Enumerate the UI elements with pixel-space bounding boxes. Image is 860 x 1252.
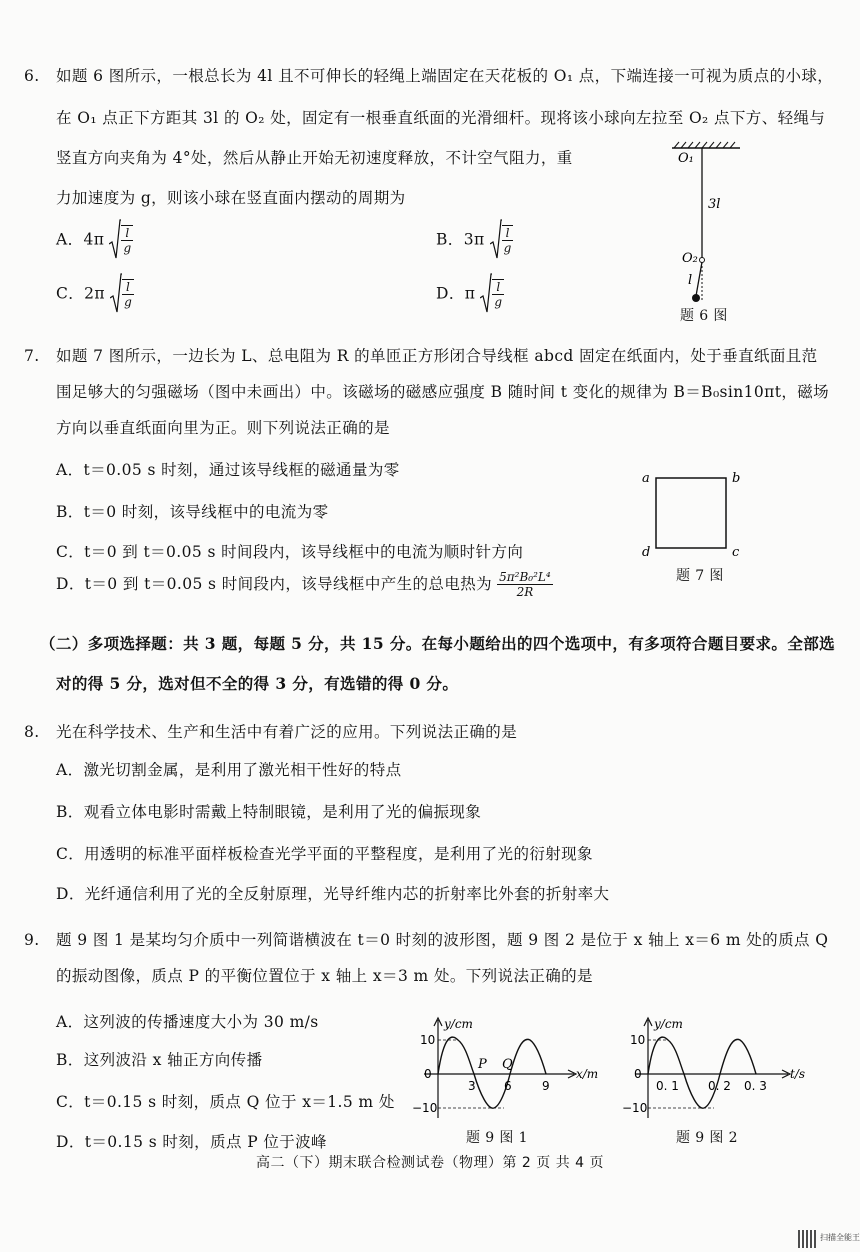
question-7-number: 7. [24,347,40,365]
fraction-numerator: l [502,226,514,241]
x-tick-6: 6 [504,1079,512,1093]
question-9-line-1: 题 9 图 1 是某均匀介质中一列简谐横波在 t＝0 时刻的波形图，题 9 图 2 是位于 x 轴上 x＝6 m 处的质点 Q [56,931,829,949]
question-7-option-b[interactable]: B．t＝0 时刻，该导线框中的电流为零 [56,503,329,521]
fraction-denominator: g [123,241,132,255]
fraction-numerator: l [121,226,133,241]
label-q: Q [502,1057,513,1072]
option-coefficient: 3π [463,230,485,249]
y-axis-label: y/cm [444,1017,473,1031]
sqrt-l-over-g [110,272,134,316]
section-2-heading-line-2: 对的得 5 分，选对但不全的得 3 分，有选错的得 0 分。 [56,674,459,693]
question-9-figure-2-caption: 题 9 图 2 [676,1130,738,1146]
label-p: P [478,1057,487,1072]
question-8-stem: 光在科学技术、生产和生活中有着广泛的应用。下列说法正确的是 [56,723,518,741]
page-footer: 高二（下）期末联合检测试卷（物理）第 2 页 共 4 页 [255,1155,605,1171]
y-tick-0: 0 [634,1067,642,1081]
question-7-line-3: 方向以垂直纸面向里为正。则下列说法正确的是 [56,419,390,437]
question-6-figure [664,138,754,308]
section-2-heading-line-1: （二）多项选择题：共 3 题，每题 5 分，共 15 分。在每小题给出的四个选项中，有多项符合题目要求。全部选 [40,634,836,653]
question-6-option-a[interactable] [56,218,133,262]
y-axis-label: y/cm [654,1017,683,1031]
question-9-option-d[interactable]: D．t＝0.15 s 时刻，质点 P 位于波峰 [56,1133,327,1151]
question-6-line-4: 力加速度为 g，则该小球在竖直面内摆动的周期为 [56,189,406,207]
question-7-option-a[interactable]: A．t＝0.05 s 时刻，通过该导线框的磁通量为零 [56,461,400,479]
question-7-figure-caption: 题 7 图 [676,568,724,584]
label-c: c [732,545,740,560]
question-6-line-1: 如题 6 图所示，一根总长为 4l 且不可伸长的轻绳上端固定在天花板的 O₁ 点，下端连接一可视为质点的小球， [56,67,834,85]
x-axis-label: x/m [576,1067,599,1081]
label-a: a [642,471,650,486]
option-coefficient: 2π [84,284,106,303]
ball [692,294,700,302]
label-d: d [642,545,651,560]
fraction-numerator: l [492,280,504,295]
x-tick-9: 9 [542,1079,550,1093]
question-6-number: 6. [24,67,40,85]
question-9-option-c[interactable]: C．t＝0.15 s 时刻，质点 Q 位于 x＝1.5 m 处 [56,1093,395,1111]
fraction-denominator: g [494,295,503,309]
y-tick-10: 10 [630,1033,646,1047]
rope-lower [696,262,702,296]
option-label: A． [56,230,84,249]
scanner-logo-icon [798,1230,816,1248]
label-o1: O₁ [678,151,694,166]
question-6-option-d[interactable] [436,272,504,316]
question-7-line-1: 如题 7 图所示，一边长为 L、总电阻为 R 的单匝正方形闭合导线框 abcd 固定在纸面内，处于垂直纸面且范 [56,347,818,365]
question-7-figure [636,468,756,568]
wire-frame [656,478,726,548]
label-l: l [688,273,693,288]
question-7-option-c[interactable]: C．t＝0 到 t＝0.05 s 时间段内，该导线框中的电流为顺时针方向 [56,543,524,561]
question-8-option-b[interactable]: B．观看立体电影时需戴上特制眼镜，是利用了光的偏振现象 [56,803,482,821]
question-6-figure-caption: 题 6 图 [680,308,728,324]
ceiling-hatching [674,142,735,148]
t-tick-0-2: 0. 2 [708,1079,731,1093]
question-9-figure-2 [622,1014,812,1126]
t-tick-0-1: 0. 1 [656,1079,679,1093]
question-8-option-d[interactable]: D．光纤通信利用了光的全反射原理，光导纤维内芯的折射率比外套的折射率大 [56,885,610,903]
sqrt-l-over-g [480,272,504,316]
heat-fraction [497,570,553,599]
sqrt-l-over-g [109,218,133,262]
wave-curve [438,1037,546,1108]
t-tick-0-3: 0. 3 [744,1079,767,1093]
option-label: D． [436,284,465,303]
question-9-figure-1-caption: 题 9 图 1 [466,1130,528,1146]
scanner-watermark: 扫描全能王 [820,1233,860,1242]
question-7-line-2: 围足够大的匀强磁场（图中未画出）中。该磁场的磁感应强度 B 随时间 t 变化的规律为 B＝B₀sin10πt，磁场 [56,383,830,401]
y-tick-10: 10 [420,1033,436,1047]
t-axis-label: t/s [790,1067,806,1081]
question-6-option-c[interactable] [56,272,134,316]
question-6-line-3: 竖直方向夹角为 4°处，然后从静止开始无初速度释放，不计空气阻力，重 [56,149,573,167]
question-8-number: 8. [24,723,40,741]
y-tick-neg10: −10 [622,1101,648,1115]
fraction-numerator: 5π²B₀²L⁴ [499,570,551,584]
x-tick-3: 3 [468,1079,476,1093]
fraction-denominator: g [124,295,132,309]
vibration-curve [648,1037,756,1108]
question-7-option-d[interactable] [56,570,553,599]
question-6-option-b[interactable] [436,218,513,262]
sqrt-l-over-g [490,218,514,262]
fraction-denominator: g [503,241,512,255]
question-6-line-2: 在 O₁ 点正下方距其 3l 的 O₂ 处，固定有一根垂直纸面的光滑细杆。现将该小球向左拉至 O₂ 点下方、轻绳与 [56,109,826,127]
fraction-denominator: 2R [516,585,534,599]
label-o2: O₂ [682,251,698,266]
y-tick-0: 0 [424,1067,432,1081]
option-label: C． [56,284,85,303]
rod-o2 [700,258,705,263]
option-coefficient: 4π [83,230,105,249]
label-b: b [732,471,741,486]
question-9-option-a[interactable]: A．这列波的传播速度大小为 30 m/s [56,1013,319,1031]
question-9-line-2: 的振动图像，质点 P 的平衡位置位于 x 轴上 x＝3 m 处。下列说法正确的是 [56,967,593,985]
label-3l: 3l [708,197,721,212]
option-coefficient: π [464,284,476,303]
option-label: B． [436,230,464,249]
y-tick-neg10: −10 [412,1101,438,1115]
question-9-number: 9. [24,931,40,949]
question-8-option-a[interactable]: A．激光切割金属，是利用了激光相干性好的特点 [56,761,402,779]
option-text: D．t＝0 到 t＝0.05 s 时间段内，该导线框中产生的总电热为 [56,575,493,593]
question-9-option-b[interactable]: B．这列波沿 x 轴正方向传播 [56,1051,263,1069]
question-8-option-c[interactable]: C．用透明的标准平面样板检查光学平面的平整程度，是利用了光的衍射现象 [56,845,593,863]
question-9-figure-1 [404,1014,614,1126]
fraction-numerator: l [122,280,134,295]
